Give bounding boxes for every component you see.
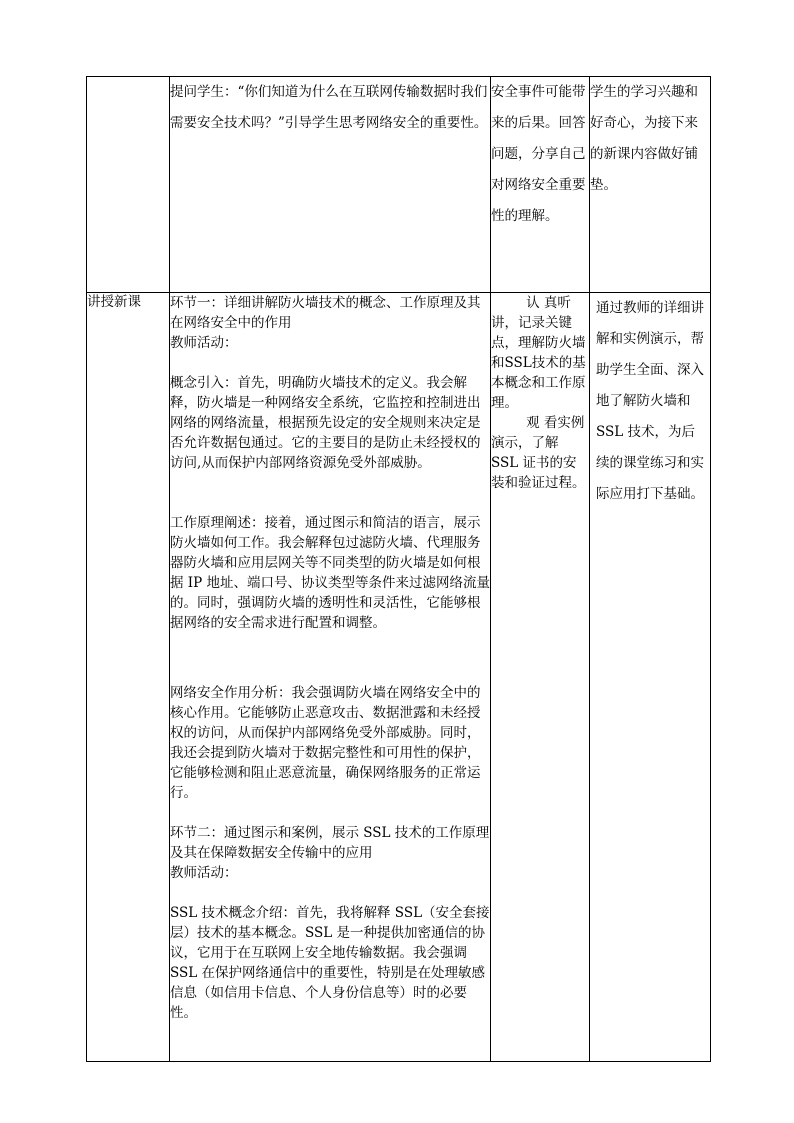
section1-title: 环节一：详细讲解防火墙技术的概念、工作原理及其在网络安全中的作用 (170, 295, 481, 331)
role-analysis-paragraph: 网络安全作用分析：我会强调防火墙在网络安全中的核心作用。它能够防止恶意攻击、数据泄露和未经授权的访问，从而保护内部网络免受外部威胁。同时，我还会提到防火墙对于数据完整性和可用性的保护，它能够检测和阻止恶意流量，确保网络服务的正常运行。 (170, 685, 481, 801)
student-paragraph-1: 认 真听讲，记录关键点，理解防火墙和SSL技术的基本概念和工作原理。 (491, 295, 586, 411)
design-purpose-cell: 学生的学习兴趣和好奇心，为接下来的新课内容做好铺垫。 (590, 77, 711, 293)
design-purpose-cell: 通过教师的详细讲解和实例演示，帮助学生全面、深入地了解防火墙和 SSL 技术，为后续的课堂练习和实际应用打下基础。 (590, 293, 711, 1062)
teacher-activity-cell: 提问学生：“你们知道为什么在互联网传输数据时我们需要安全技术吗？”引导学生思考网络安全的重要性。 (170, 77, 491, 293)
stage-cell: 讲授新课 (87, 293, 170, 1062)
student-activity-cell (491, 293, 590, 1062)
student-activity-cell: 安全事件可能带来的后果。回答问题，分享自己对网络安全重要性的理解。 (491, 77, 590, 293)
table-row-new-lesson (87, 293, 711, 1062)
concept-paragraph: 概念引入：首先，明确防火墙技术的定义。我会解释，防火墙是一种网络安全系统，它监控和控制进出网络的网络流量，根据预先设定的安全规则来决定是否允许数据包通过。它的主要目的是防止未经授权的访问,从而保护内部网络资源免受外部威胁。 (170, 375, 481, 471)
ssl-intro-paragraph: SSL 技术概念介绍：首先，我将解释 SSL（安全套接层）技术的基本概念。SSL 是一种提供加密通信的协议，它用于在互联网上安全地传输数据。我会强调 SSL 在保护网络通信中的重要性，特别是在处理敏感信息（如信用卡信息、个人身份信息等）时的必要性。 (170, 905, 490, 1021)
stage-cell-empty (87, 77, 170, 293)
section2-role: 教师活动： (170, 865, 238, 881)
teacher-activity-cell (170, 293, 491, 1062)
student-paragraph-2: 观 看实例演示，了解 SSL 证书的安装和验证过程。 (491, 415, 586, 491)
lesson-plan-table (86, 76, 711, 1062)
section1-role: 教师活动： (170, 335, 238, 351)
table-row-intro (87, 77, 711, 293)
section2-title: 环节二：通过图示和案例，展示 SSL 技术的工作原理及其在保障数据安全传输中的应用 (170, 825, 490, 861)
principle-paragraph: 工作原理阐述：接着，通过图示和简洁的语言，展示防火墙如何工作。我会解释包过滤防火墙、代理服务器防火墙和应用层网关等不同类型的防火墙是如何根据 IP 地址、端口号、协议类型等条件来过滤网络流量的。同时，强调防火墙的透明性和灵活性，它能够根据网络的安全需求进行配置和调整。 (170, 515, 490, 631)
